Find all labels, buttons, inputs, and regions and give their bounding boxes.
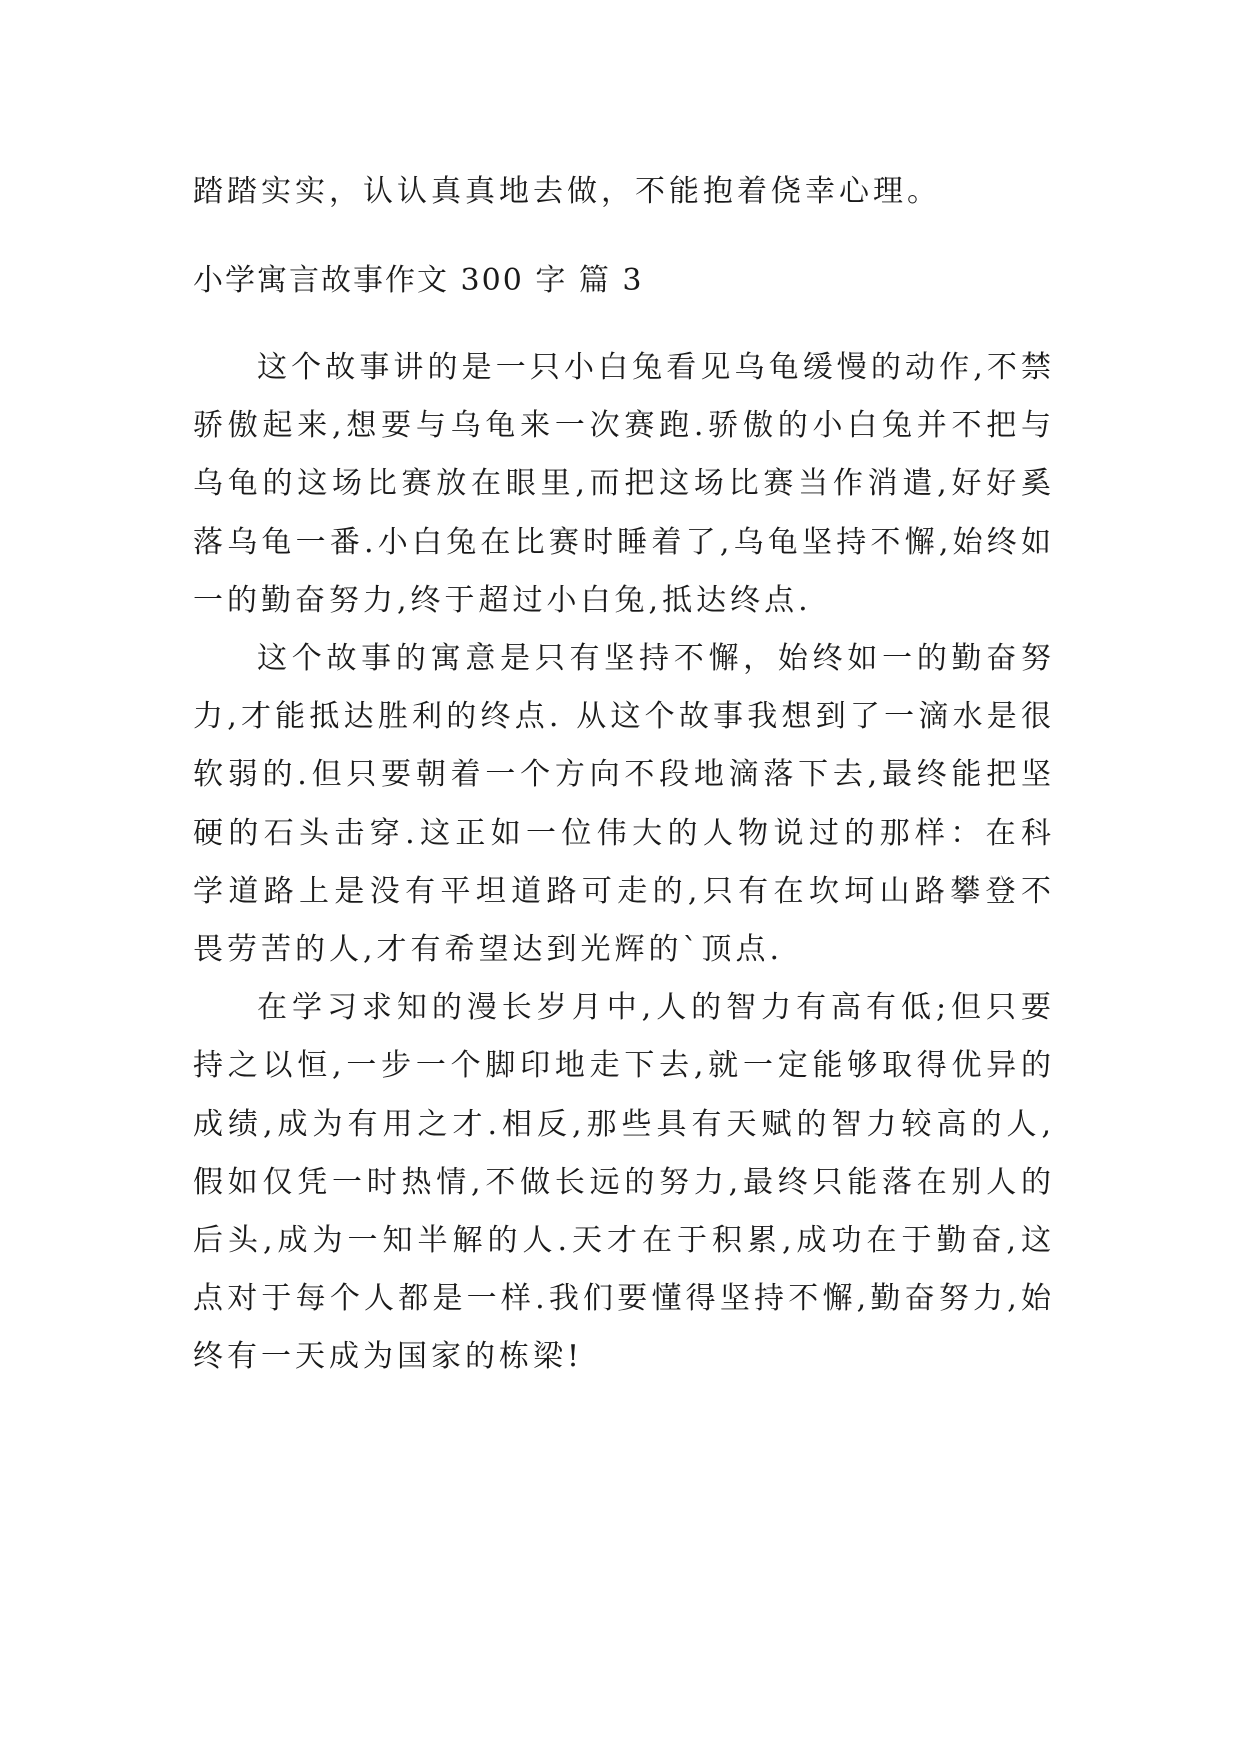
paragraph-2: 这个故事的寓意是只有坚持不懈，始终如一的勤奋努力,才能抵达胜利的终点. 从这个故事我想到了一滴水是很软弱的.但只要朝着一个方向不段地滴落下去,最终能把坚硬的石头击穿.这正如一位伟大的人物说过的那样：在科学道路上是没有平坦道路可走的,只有在坎坷山路攀登不畏劳苦的人,才有希望达到光辉的`顶点. <box>193 641 1055 968</box>
article-body <box>193 339 1055 1387</box>
section-heading: 小学寓言故事作文 300 字 篇 3 <box>193 263 644 298</box>
paragraph-1: 这个故事讲的是一只小白兔看见乌龟缓慢的动作,不禁骄傲起来,想要与乌龟来一次赛跑.骄傲的小白兔并不把与乌龟的这场比赛放在眼里,而把这场比赛当作消遣,好好奚落乌龟一番.小白兔在比赛时睡着了,乌龟坚持不懈,始终如一的勤奋努力,终于超过小白兔,抵达终点. <box>193 350 1055 618</box>
paragraph-3: 在学习求知的漫长岁月中,人的智力有高有低;但只要持之以恒,一步一个脚印地走下去,就一定能够取得优异的成绩,成为有用之才.相反,那些具有天赋的智力较高的人,假如仅凭一时热情,不做长远的努力,最终只能落在别人的后头,成为一知半解的人.天才在于积累,成功在于勤奋,这点对于每个人都是一样.我们要懂得坚持不懈,勤奋努力,始终有一天成为国家的栋梁! <box>193 990 1055 1375</box>
continuation-line: 踏踏实实，认认真真地去做，不能抱着侥幸心理。 <box>193 174 941 209</box>
